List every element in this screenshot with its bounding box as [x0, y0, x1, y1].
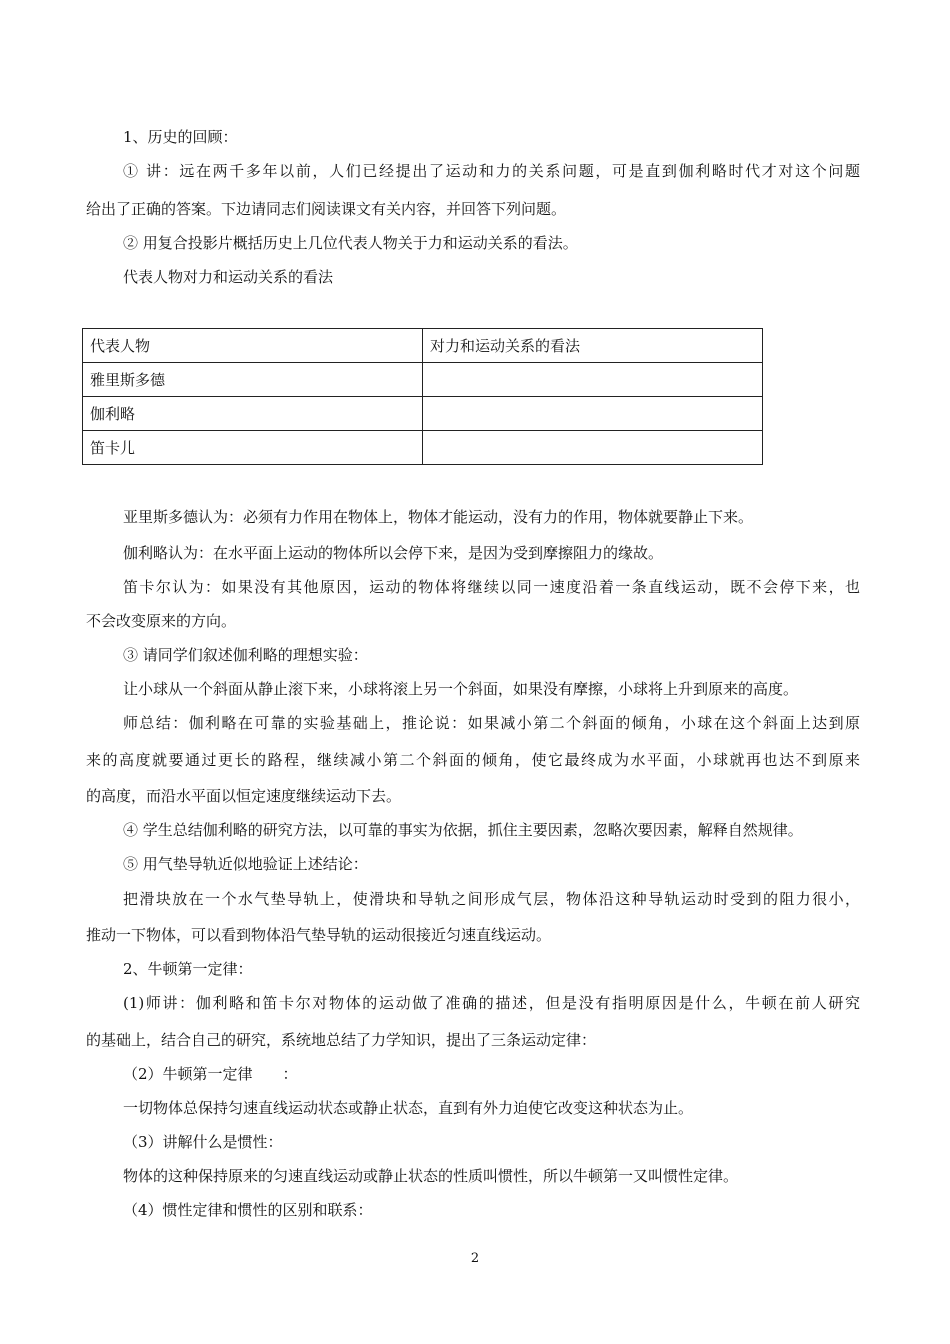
- paragraph-line: （2）牛顿第一定律 ：: [123, 1065, 298, 1083]
- paragraph-line: （4）惯性定律和惯性的区别和联系：: [123, 1201, 373, 1219]
- table-row: [83, 363, 763, 397]
- paragraph-line: （3）讲解什么是惯性：: [123, 1133, 283, 1151]
- table-cell-view: [423, 397, 763, 431]
- table-row: [83, 431, 763, 465]
- paragraph-line: 一切物体总保持匀速直线运动状态或静止状态，直到有外力迫使它改变这种状态为止。: [123, 1099, 694, 1117]
- table-title: 代表人物对力和运动关系的看法: [123, 268, 334, 286]
- table-cell-view: [423, 363, 763, 397]
- table-cell-person: 雅里斯多德: [83, 363, 423, 397]
- paragraph-line: 给出了正确的答案。下边请同志们阅读课文有关内容，并回答下列问题。: [86, 200, 567, 218]
- paragraph-line: 不会改变原来的方向。: [86, 612, 237, 630]
- table-row: [83, 397, 763, 431]
- table-cell-person: 伽利略: [83, 397, 423, 431]
- paragraph-line: ⑤ 用气垫导轨近似地验证上述结论：: [123, 855, 368, 873]
- table-cell-view: [423, 431, 763, 465]
- paragraph-line: ④ 学生总结伽利略的研究方法，以可靠的事实为依据，抓住主要因素，忽略次要因素，解释自然规律。: [123, 821, 803, 839]
- paragraph-line: 推动一下物体，可以看到物体沿气垫导轨的运动很接近匀速直线运动。: [86, 926, 552, 944]
- page-number: 2: [470, 1251, 480, 1266]
- paragraph-line: 亚里斯多德认为：必须有力作用在物体上，物体才能运动，没有力的作用，物体就要静止下来。: [123, 508, 754, 526]
- paragraph-line: 的基础上，结合自己的研究，系统地总结了力学知识，提出了三条运动定律：: [86, 1031, 597, 1049]
- paragraph-line: 物体的这种保持原来的匀速直线运动或静止状态的性质叫惯性，所以牛顿第一又叫惯性定律。: [123, 1167, 739, 1185]
- paragraph-line: 伽利略认为：在水平面上运动的物体所以会停下来，是因为受到摩擦阻力的缘故。: [123, 544, 664, 562]
- paragraph-line: 师总结：伽利略在可靠的实验基础上，推论说：如果减小第二个斜面的倾角，小球在这个斜面上达到原: [123, 714, 860, 732]
- table-header-row: [83, 329, 763, 363]
- paragraph-line: ② 用复合投影片概括历史上几位代表人物关于力和运动关系的看法。: [123, 234, 578, 252]
- table-cell-person: 笛卡儿: [83, 431, 423, 465]
- section-heading-history: 1、历史的回顾：: [123, 128, 238, 146]
- paragraph-line: 来的高度就要通过更长的路程，继续减小第二个斜面的倾角，使它最终成为水平面，小球就再也达不到原来: [86, 751, 860, 769]
- paragraph-line: 让小球从一个斜面从静止滚下来，小球将滚上另一个斜面，如果没有摩擦，小球将上升到原来的高度。: [123, 680, 799, 698]
- table-header-cell: 对力和运动关系的看法: [423, 329, 763, 363]
- paragraph-line: (1)师讲：伽利略和笛卡尔对物体的运动做了准确的描述，但是没有指明原因是什么，牛顿在前人研究: [123, 994, 860, 1012]
- paragraph-line: 把滑块放在一个水气垫导轨上，使滑块和导轨之间形成气层，物体沿这种导轨运动时受到的阻力很小，: [123, 890, 860, 908]
- table-header-cell: 代表人物: [83, 329, 423, 363]
- paragraph-line: 的高度，而沿水平面以恒定速度继续运动下去。: [86, 787, 402, 805]
- paragraph-line: ① 讲：远在两千多年以前，人们已经提出了运动和力的关系问题，可是直到伽利略时代才对这个问题: [123, 162, 860, 180]
- section-heading-newton: 2、牛顿第一定律：: [123, 960, 253, 978]
- paragraph-line: ③ 请同学们叙述伽利略的理想实验：: [123, 646, 368, 664]
- paragraph-line: 笛卡尔认为：如果没有其他原因，运动的物体将继续以同一速度沿着一条直线运动，既不会停下来，也: [123, 578, 860, 596]
- views-table: [82, 328, 763, 465]
